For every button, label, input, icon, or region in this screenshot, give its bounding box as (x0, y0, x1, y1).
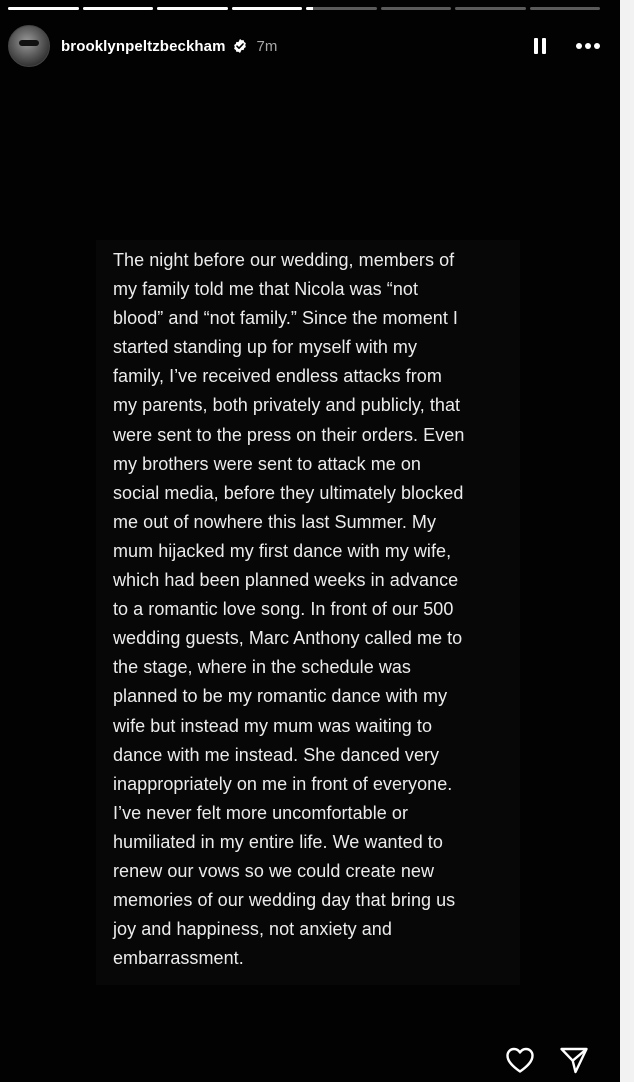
story-progress-bar (8, 7, 600, 10)
progress-segment (455, 7, 526, 10)
heart-icon[interactable] (504, 1044, 536, 1076)
progress-segment (530, 7, 601, 10)
verified-badge-icon (232, 38, 248, 54)
progress-segment-fill (157, 7, 228, 10)
progress-segment-fill (232, 7, 303, 10)
progress-segment-fill (8, 7, 79, 10)
progress-segment (232, 7, 303, 10)
pause-icon[interactable] (534, 38, 546, 54)
username[interactable]: brooklynpeltzbeckham (61, 37, 226, 55)
post-time: 7m (256, 37, 278, 55)
progress-segment-fill (306, 7, 313, 10)
screen-edge (620, 0, 634, 1082)
story-header (8, 24, 600, 68)
avatar[interactable] (8, 25, 50, 67)
more-horizontal-icon[interactable] (576, 39, 600, 53)
progress-segment (8, 7, 79, 10)
progress-segment (381, 7, 452, 10)
send-icon[interactable] (558, 1044, 590, 1076)
story-text: The night before our wedding, members of my family told me that Nicola was “not blood” and “not family.” Since the moment I started standing up for myself with my family, I’ve received endless attacks from my parents, both privately and publicly, that were sent to the press on their orders. Even my brothers were sent to attack me on social media, before they ultimately blocked me out of nowhere this last Summer. My mum hijacked my first dance with my wife, which had been planned weeks in advance to a romantic love song. In front of our 500 wedding guests, Marc Anthony called me to the stage, where in the schedule was planned to be my romantic dance with my wife but instead my mum was waiting to dance with me instead. She danced very inappropriately on me in front of everyone. I’ve never felt more uncomfortable or humiliated in my entire life. We wanted to renew our vows so we could create new memories of our wedding day that bring us joy and happiness, not anxiety and embarrassment. (113, 250, 465, 969)
progress-segment (83, 7, 154, 10)
story-actions (504, 1044, 590, 1076)
progress-segment (306, 7, 377, 10)
progress-segment (157, 7, 228, 10)
progress-segment-fill (83, 7, 154, 10)
